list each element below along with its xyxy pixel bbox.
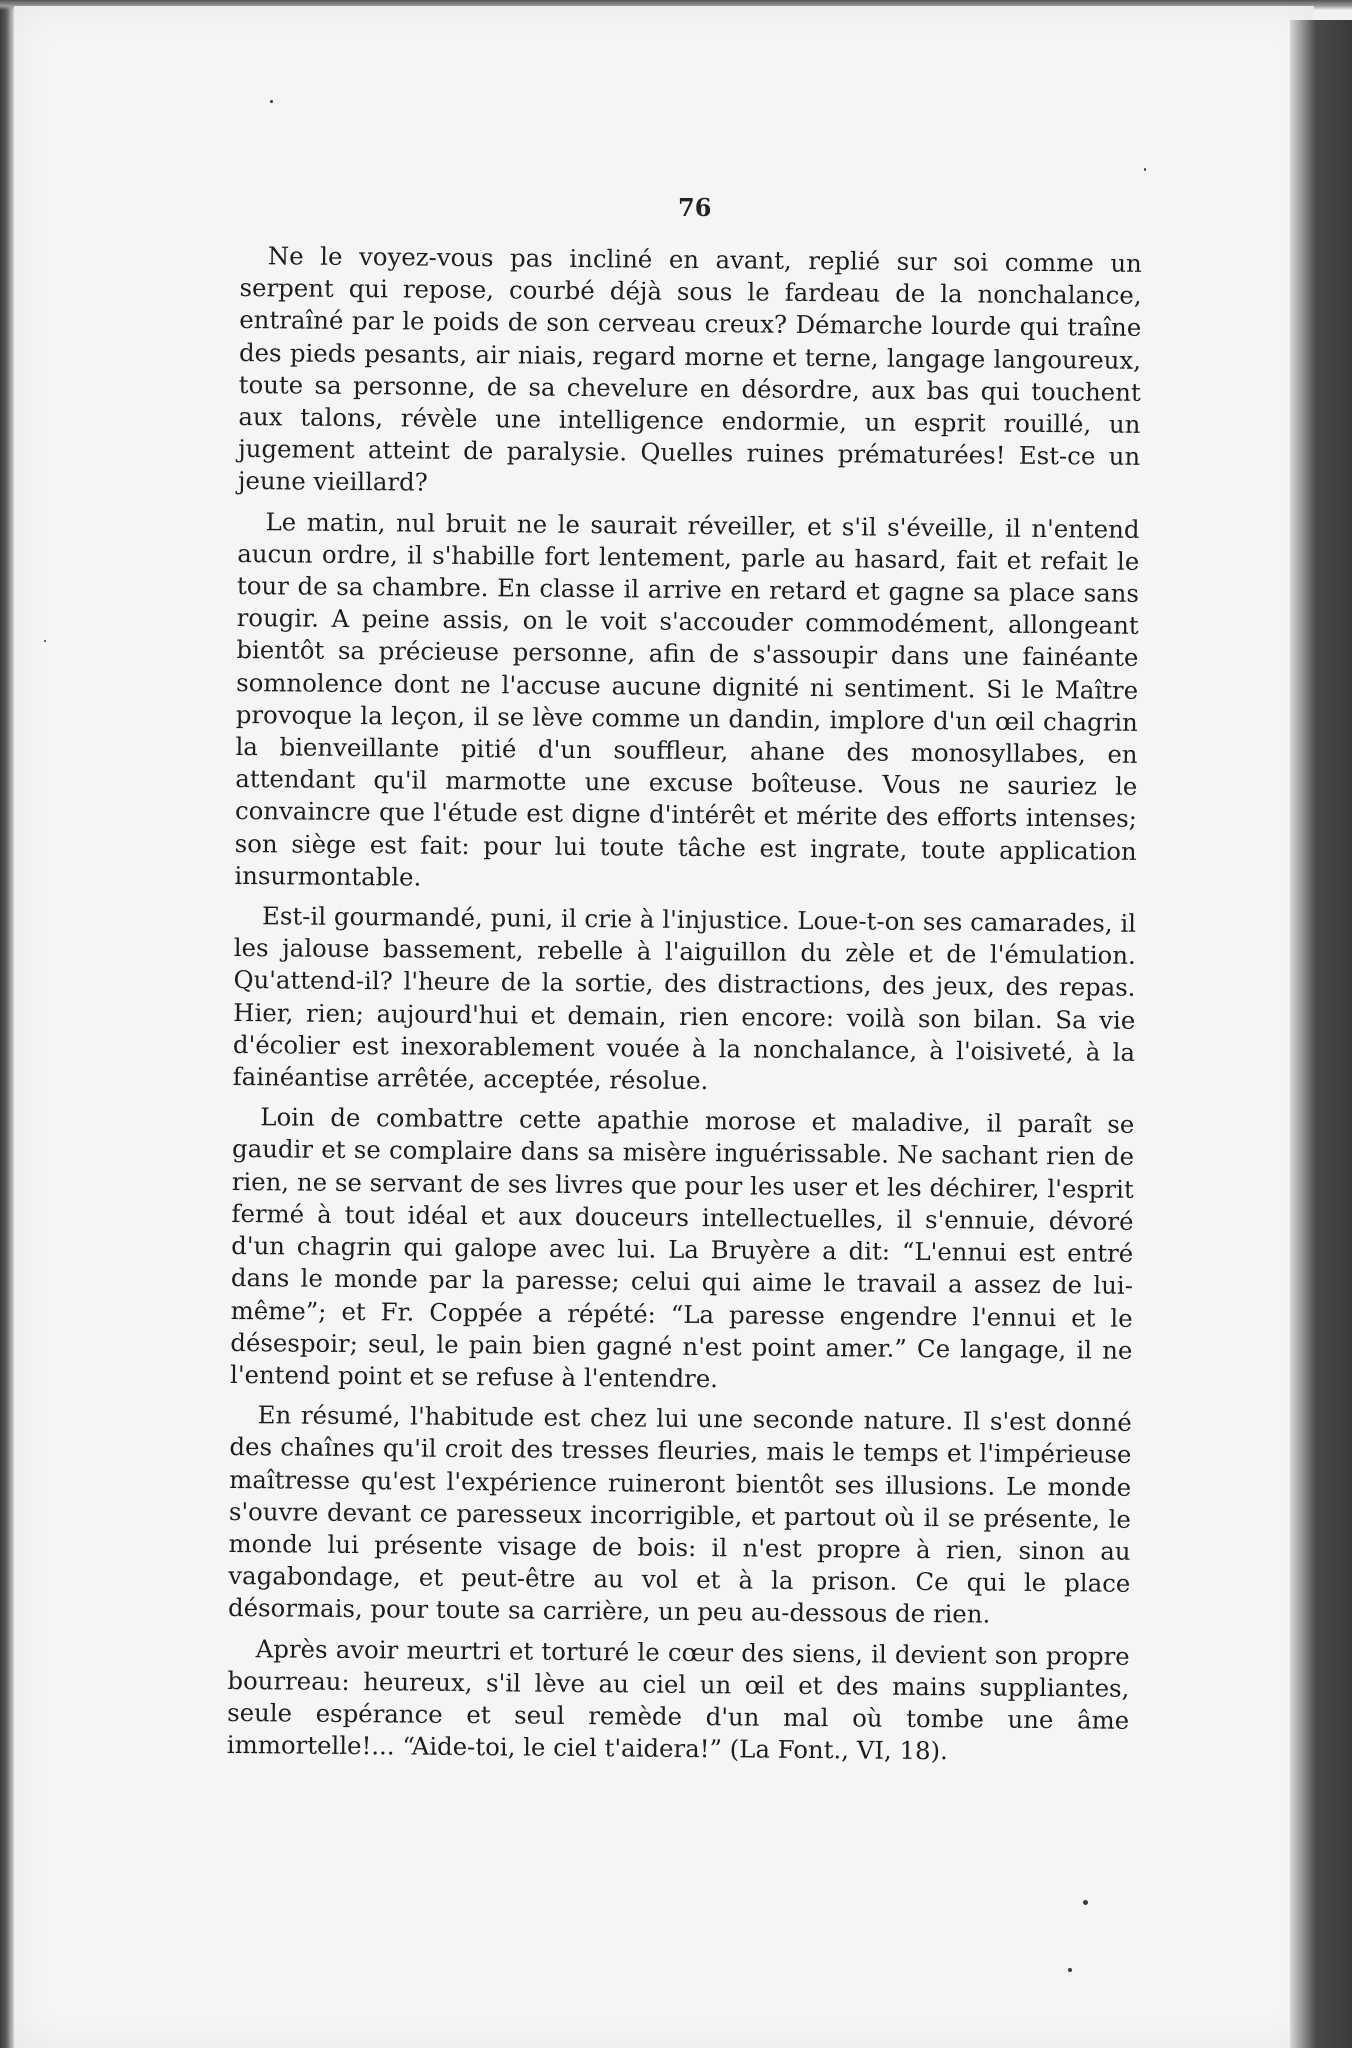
paragraph-6: Après avoir meurtri et torturé le cœur des siens, il devient son propre bourreau: heureux, s'il lève au ciel un œil et des mains suppliantes, seule espérance et seul remède d'un mal où tombe une âme immortelle!... “Aide-toi, le ciel t'aidera!” (La Font., VI, 18). bbox=[226, 1633, 1130, 1766]
scan-speck bbox=[1068, 1968, 1072, 1972]
paragraph-5: En résumé, l'habitude est chez lui une seconde nature. Il s'est donné des chaînes qu'il croit des tresses fleuries, mais le temps et l'impérieuse maîtresse qu'est l'expérience ruineront bientôt ses illusions. Le monde s'ouvre devant ce paresseux incorrigible, et partout où il se présente, le monde lui présente visage de bois: il n'est propre à rien, sinon au vagabondage, et peut-être au vol et à la prison. Ce qui le place désormais, pour toute sa carrière, un peu au-dessous de rien. bbox=[227, 1400, 1132, 1629]
page-body bbox=[227, 240, 1142, 1777]
paragraph-1: Ne le voyez-vous pas incliné en avant, replié sur soi comme un serpent qui repose, courbé déjà sous le fardeau de la nonchalance, entraîné par le poids de son cerveau creux? Démarche lourde qui traîne des pieds pesants, air niais, regard morne et terne, langage langoureux, toute sa personne, de sa chevelure en désordre, aux bas qui touchent aux talons, révèle une intelligence endormie, un esprit rouillé, un jugement atteint de paralysie. Quelles ruines prématurées! Est-ce un jeune vieillard? bbox=[237, 241, 1142, 498]
page-number: 76 bbox=[678, 193, 712, 222]
scan-speck bbox=[44, 640, 46, 642]
paragraph-3: Est-il gourmandé, puni, il crie à l'injustice. Loue-t-on ses camarades, il les jalouse bassement, rebelle à l'aiguillon du zèle et de l'émulation. Qu'attend-il? l'heure de la sortie, des distractions, des jeux, des repas. Hier, rien; aujourd'hui et demain, rien encore: voilà son bilan. Sa vie d'écolier est inexorablement vouée à la nonchalance, à l'oisiveté, à la fainéantise arrêtée, acceptée, résolue. bbox=[232, 901, 1137, 1096]
paragraph-2: Le matin, nul bruit ne le saurait réveiller, et s'il s'éveille, il n'entend aucun ordre, il s'habille fort lentement, parle au hasard, fait et refait le tour de sa chambre. En classe il arrive en retard et gagne sa place sans rougir. A peine assis, on le voit s'accouder commodément, allongeant bientôt sa précieuse personne, afin de s'assoupir dans une fainéante somnolence dont ne l'accuse aucune dignité ni sentiment. Si le Maître provoque la leçon, il se lève comme un dandin, implore d'un œil chagrin la bienveillante pitié d'un souffleur, ahane des monosyllabes, en attendant qu'il marmotte une excuse boîteuse. Vous ne sauriez le convaincre que l'étude est digne d'intérêt et mérite des efforts intenses; son siège est fait: pour lui toute tâche est ingrate, toute application insurmontable. bbox=[234, 506, 1140, 892]
book-spine-edge bbox=[1290, 20, 1352, 2048]
scan-speck bbox=[1144, 168, 1146, 171]
scan-speck bbox=[270, 100, 273, 103]
paragraph-4: Loin de combattre cette apathie morose et maladive, il paraît se gaudir et se complaire dans sa misère inguérissable. Ne sachant rien de rien, ne se servant de ses livres que pour les user et les déchirer, l'esprit fermé à tout idéal et aux douceurs intellectuelles, il s'ennuie, dévoré d'un chagrin qui galope avec lui. La Bruyère a dit: “L'ennui est entré dans le monde par la paresse; celui qui aime le travail a assez de lui-même”; et Fr. Coppée a répété: “La paresse engendre l'ennui et le désespoir; seul, le pain bien gagné n'est point amer.” Ce langage, il ne l'entend point et se refuse à l'entendre. bbox=[229, 1102, 1135, 1394]
scan-speck bbox=[1083, 1900, 1088, 1905]
